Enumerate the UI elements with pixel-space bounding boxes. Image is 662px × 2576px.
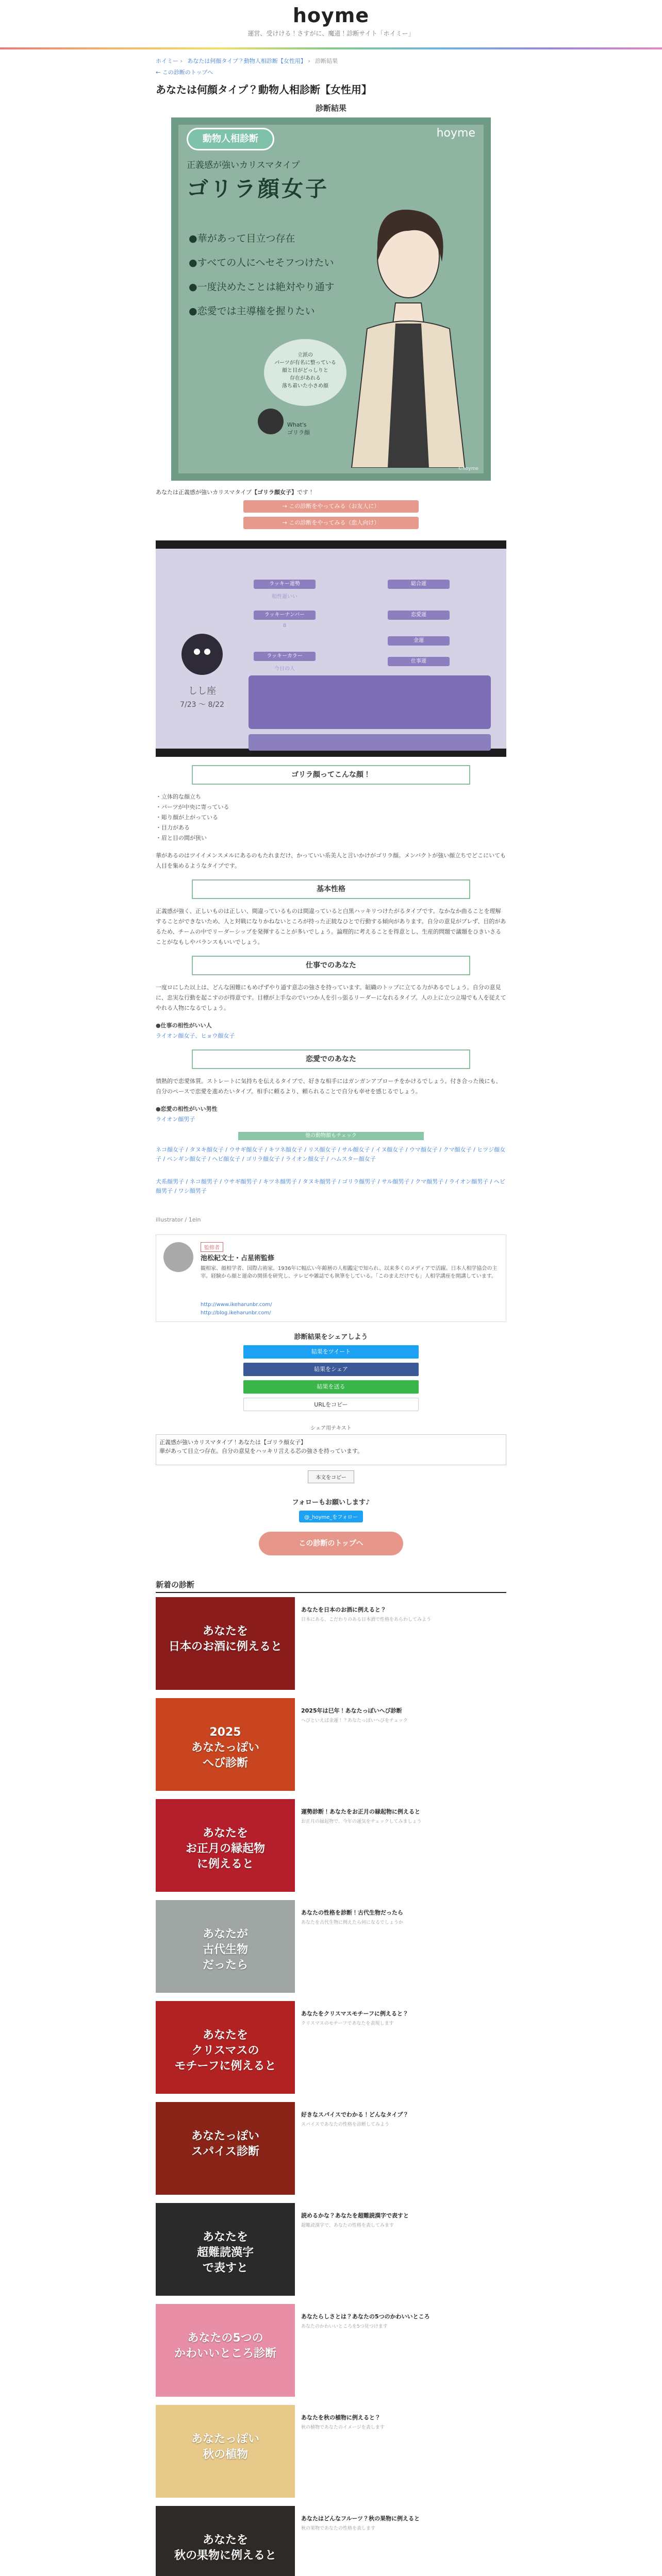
- quiz-title[interactable]: 2025年は巳年！あなたっぽいへび診断: [301, 1707, 402, 1714]
- women-type-links[interactable]: ネコ顔女子 / タヌキ顔女子 / ウサギ顔女子 / キツネ顔女子 / リス顔女子 / サル顔女子 / イヌ顔女子 / ウマ顔女子 / クマ顔女子 / ヒツジ顔女子 / ペンギン顔女子 / ヘビ顔女子 / ゴリラ顔女子 / ライオン顔女子 / ハムスター顔女子: [156, 1146, 506, 1162]
- compat-job-heading: ●仕事の相性がいい人: [156, 1022, 212, 1029]
- feature-line: ・彫り顔が上がっている: [156, 814, 218, 821]
- section-paragraph: 一度ロにした以上は、どんな困難にもめげずやり通す意志の強さを持っています。組織のトップに立てる力があるでしょう。自分の意見に、忠実な行動を起こすのが得意です。目標が上手なのでいつか人を引っ張るリーダーになれるタイプ。人の上に立つ立場でも人を従えてやれる人物になるでしょう。: [156, 984, 506, 1011]
- feature-line: ・目力がある: [156, 824, 190, 831]
- feature-line: ・立体的な顔立ち: [156, 793, 201, 800]
- trait-item: ●すべての人にへセそフつけたい: [189, 257, 334, 268]
- horoscope-sign-date: 7/23 ～ 8/22: [180, 701, 224, 709]
- copy-text-button[interactable]: 本文をコピー: [308, 1470, 354, 1483]
- result-type-title: ゴリラ顔女子: [187, 176, 329, 201]
- section-paragraph: 情熱的で恋愛体質。ストレートに気持ちを伝えるタイプで、好きな相手にはガンガンアプローチをかけるでしょう。付き合った後にも、自分のペースで恋愛を進めたいタイプ。相手に頼るより、頼られることで自分も幸せを感じるでしょう。: [156, 1078, 502, 1095]
- breadcrumb-sep: ›: [180, 58, 185, 64]
- feature-line: ・パーツが中央に寄っている: [156, 804, 229, 810]
- quiz-title[interactable]: 読めるかな？あなたを超難読漢字で表すと: [301, 2212, 409, 2219]
- breadcrumb-sep: ›: [308, 58, 312, 64]
- chip-lucky-color: ラッキーカラー: [254, 652, 316, 661]
- quiz-top-button[interactable]: この診断のトップへ: [259, 1532, 403, 1555]
- supervisor-bio: 観相家、顔相学者、国際占術家。1936年に幅広い年齢層の人相鑑定で知られ、以来多くのメディアで活躍。日本人相学協会の主宰。経験から顔と運命の関係を研究し、テレビや雑誌でも執筆をしている。「このまえだけでも」人相学講座を開講しています。: [201, 1266, 498, 1279]
- result-image: [171, 117, 491, 481]
- quiz-thumbnail-title: あなたを 日本のお酒に例えると: [168, 1625, 282, 1653]
- new-quiz-card[interactable]: [156, 2102, 506, 2199]
- quiz-description: 超難読漢字で、あなたの性格を表してみます: [301, 2223, 394, 2228]
- result-traits: [189, 231, 335, 328]
- quiz-title[interactable]: 好きなスパイスでわかる！どんなタイプ？: [301, 2111, 409, 2118]
- quiz-thumbnail-title: 2025 あなたっぽい へび診断: [191, 1726, 259, 1770]
- quiz-thumbnail[interactable]: [156, 2001, 295, 2094]
- quiz-title[interactable]: 運勢診断！あなたをお正月の縁起物に例えると: [301, 1808, 420, 1815]
- try-friend-button[interactable]: → この診断をやってみる（お友人に）: [243, 500, 419, 513]
- trait-item: ●華があって目立つ存在: [189, 233, 295, 244]
- result-note-suffix: です！: [297, 489, 315, 496]
- section-paragraph: 華があるのはツイイメンスメルにあるのもたれまだけ、かっていい系美人と言いかけがゴリラ顔。メンバクトが強い顔立ちでどこにいても人目を集めるようなタイプです。: [156, 852, 506, 869]
- supervisor-avatar: [163, 1242, 193, 1272]
- quiz-thumbnail[interactable]: [156, 1900, 295, 1993]
- result-brand: hoyme: [436, 127, 475, 140]
- section-body: [156, 792, 506, 871]
- main-content: [156, 49, 506, 2576]
- share-section: [156, 1331, 506, 1555]
- supervisor-box: [156, 1234, 506, 1322]
- horoscope-footer-panel: [249, 734, 491, 751]
- gorilla-icon: [258, 409, 284, 434]
- quiz-description: あなたのかわいいところを5つ見つけます: [301, 2324, 388, 2329]
- new-quiz-card[interactable]: [156, 2203, 506, 2300]
- quiz-thumbnail-title: あなたを お正月の縁起物 に例えると: [185, 1827, 265, 1871]
- section-love: [156, 1049, 506, 1125]
- share-heading: 診断結果をシェアしよう: [294, 1333, 368, 1341]
- compat-love-heading: ●恋愛の相性がいい男性: [156, 1106, 218, 1112]
- horoscope-value: 8: [283, 623, 287, 629]
- quiz-description: 秋の植物であなたのイメージを表します: [301, 2425, 385, 2430]
- page-title: あなたは何顔タイプ？動物人相診断【女性用】: [156, 83, 372, 96]
- copy-url-button[interactable]: URLをコピー: [243, 1398, 419, 1411]
- quiz-thumbnail[interactable]: [156, 1597, 295, 1690]
- tweet-button[interactable]: 結果をツイート: [243, 1345, 419, 1359]
- quiz-thumbnail[interactable]: [156, 2102, 295, 2195]
- supervisor-name: 池松紀文士・占星術監修: [201, 1255, 275, 1262]
- chip-work: 仕事運: [388, 657, 450, 666]
- result-note-prefix: あなたは正義感が強いカリスマタイプ: [156, 489, 252, 496]
- result-note: [156, 488, 506, 496]
- section-heading: ゴリラ顔ってこんな顔！: [192, 765, 470, 785]
- new-quizzes-heading: 新着の診断: [156, 1579, 506, 1593]
- section-work: [156, 956, 506, 1041]
- section-heading: 仕事でのあなた: [192, 956, 470, 975]
- illustrator-credit: illustrator / 1ein: [156, 1216, 201, 1223]
- chip-lucky: ラッキー運勢: [254, 580, 316, 589]
- quiz-thumbnail[interactable]: [156, 1698, 295, 1791]
- compat-love-links[interactable]: ライオン顔男子: [156, 1116, 195, 1123]
- supervisor-blog-url[interactable]: http://blog.ikeharunbr.com/: [201, 1310, 271, 1316]
- section-heading: 恋愛でのあなた: [192, 1049, 470, 1069]
- result-heading: 診断結果: [315, 104, 346, 113]
- quiz-thumbnail-title: あなたの5つの かわいいところ診断: [174, 2332, 276, 2360]
- supervisor-role-badge: 監修者: [201, 1242, 223, 1252]
- new-quiz-card[interactable]: [156, 2405, 506, 2502]
- horoscope-value: 相性運いい: [272, 594, 297, 600]
- new-quiz-card[interactable]: [156, 1799, 506, 1896]
- breadcrumb: [156, 56, 506, 66]
- new-quiz-card[interactable]: [156, 2304, 506, 2401]
- section-body: [156, 982, 506, 1041]
- section-personality: [156, 879, 506, 947]
- section-body: [156, 906, 506, 947]
- quiz-thumbnail-title: あなたが 古代生物 だったら: [202, 1928, 248, 1972]
- twitter-follow-button[interactable]: @_hoyme_をフォロー: [299, 1511, 363, 1522]
- feature-line: ・眉と目の間が狭い: [156, 835, 207, 841]
- chip-money: 金運: [388, 636, 450, 646]
- quiz-title[interactable]: あなたをクリスマスモチーフに例えると？: [301, 2010, 409, 2017]
- horoscope-banner[interactable]: [156, 540, 506, 757]
- horoscope-sign-name: しし座: [188, 686, 216, 697]
- quiz-thumbnail-title: あなたを 超難読漢字 で表すと: [196, 2231, 254, 2275]
- chip-total: 総合運: [388, 580, 450, 589]
- facebook-share-button[interactable]: 結果をシェア: [243, 1363, 419, 1376]
- result-subtitle: 正義感が強いカリスマタイプ: [187, 160, 300, 171]
- quiz-thumbnail[interactable]: [156, 1799, 295, 1892]
- share-textarea[interactable]: 正義感が強いカリスマタイプ！あなたは【ゴリラ顔女子】 華があって目立つ存在。自分の意見をハッキリ言える芯の強さを持っています。: [156, 1434, 506, 1465]
- line-send-button[interactable]: 結果を送る: [243, 1380, 419, 1394]
- trait-item: ●一度決めたことは絶対やり通す: [189, 281, 335, 293]
- quiz-thumbnail[interactable]: [156, 2203, 295, 2296]
- new-quizzes-list: [156, 1597, 506, 2576]
- section-face: [156, 765, 506, 871]
- quiz-title[interactable]: あなたを秋の植物に例えると？: [301, 2414, 380, 2421]
- quiz-thumbnail-title: あなたっぽい スパイス診断: [191, 2130, 259, 2158]
- share-text-label: シェア用テキスト: [310, 1426, 352, 1431]
- quiz-description: 日本にある、こだわりのある日本酒で性格をあらわしてみよう: [301, 1617, 432, 1622]
- section-heading: 基本性格: [192, 879, 470, 899]
- quiz-title[interactable]: あなたはどんなフルーツ？秋の果物に例えると: [301, 2515, 420, 2522]
- chip-lucky-number: ラッキーナンバー: [254, 611, 316, 620]
- quiz-thumbnail-title: あなたを クリスマスの モチーフに例えると: [174, 2029, 276, 2073]
- result-note-bold: 【ゴリラ顔女子】: [252, 489, 297, 496]
- new-quiz-card[interactable]: [156, 1900, 506, 1997]
- breadcrumb-quiz[interactable]: あなたは何顔タイプ？動物人相診断【女性用】: [187, 58, 306, 64]
- back-to-top-link[interactable]: ← この診断のトップへ: [156, 69, 213, 76]
- follow-heading: フォローもお願いします♪: [292, 1499, 370, 1506]
- new-quiz-card[interactable]: [156, 1698, 506, 1795]
- quiz-title[interactable]: あなたを日本のお酒に例えると？: [301, 1606, 386, 1613]
- result-speech-bubble: 立派の パーツが有名に整っている 顔と目がどっしりと 存在があれる 落ち着いた小さめ顔: [264, 339, 346, 406]
- horoscope-panel: [156, 549, 506, 749]
- new-quiz-card[interactable]: [156, 2506, 506, 2576]
- quiz-description: へびといえば金運！？あなたっぽいへびをチェック: [301, 1718, 408, 1723]
- new-quiz-card[interactable]: [156, 1597, 506, 1694]
- breadcrumb-home[interactable]: ホイミー: [156, 58, 178, 64]
- other-types-bar: 他の動物顔もチェック: [238, 1132, 424, 1140]
- quiz-description: 秋の果物であなたの性格を表します: [301, 2526, 376, 2531]
- site-header: [0, 0, 662, 47]
- men-type-links[interactable]: 犬系顔男子 / ネコ顔男子 / ウサギ顔男子 / キツネ顔男子 / タヌキ顔男子 / ゴリラ顔男子 / サル顔男子 / クマ顔男子 / ライオン顔男子 / ヘビ顔男子 / ワシ顔男子: [156, 1178, 505, 1194]
- quiz-title[interactable]: あなたらしさとは？あなたの5つのかわいいところ: [301, 2313, 430, 2320]
- result-copyright: ©hoyme: [458, 466, 478, 471]
- new-quiz-card[interactable]: [156, 2001, 506, 2098]
- site-logo[interactable]: hoyme: [292, 4, 370, 27]
- quiz-description: スパイスであなたの性格を診断してみよう: [301, 2122, 389, 2127]
- result-badge: 動物人相診断: [187, 128, 274, 150]
- woman-illustration: [346, 195, 470, 468]
- section-body: [156, 1076, 506, 1125]
- quiz-thumbnail-title: あなたを 秋の果物に例えると: [174, 2534, 276, 2562]
- horoscope-message-panel: [249, 675, 491, 729]
- trait-item: ●恋愛では主導権を握りたい: [189, 306, 315, 317]
- site-tagline: 運営、受けける！さすがに、魔道！診断サイト「ホイミー」: [247, 30, 415, 37]
- quiz-description: あなたを古代生物に例えたら何になるでしょうか: [301, 1920, 403, 1925]
- compat-job-links[interactable]: ライオン顔女子、ヒョウ顔女子: [156, 1032, 235, 1039]
- quiz-thumbnail[interactable]: [156, 2304, 295, 2397]
- horoscope-value: 今日の人: [274, 666, 295, 672]
- try-lover-button[interactable]: → この診断をやってみる（恋人向け）: [243, 517, 419, 529]
- quiz-thumbnail[interactable]: [156, 2405, 295, 2498]
- supervisor-url[interactable]: http://www.ikeharunbr.com/: [201, 1302, 272, 1308]
- quiz-thumbnail-title: あなたっぽい 秋の植物: [191, 2433, 259, 2461]
- whats-label: What's ゴリラ顔: [287, 421, 310, 436]
- quiz-description: クリスマスのモチーフであなたを表現します: [301, 2021, 394, 2026]
- section-paragraph: 正義感が強く、正しいものは正しい、間違っているものは間違っていると白黒ハッキリつけたがるタイプです。なかなか曲ることを理解することができないため、人と対戦になりかねないところが持った正統なひとで行動する傾向があります。自分の意見がブレず、目的があるため、チームの中でリーダーシップを発揮することが多いでしょう。論理的に考えることを得意とし、生産的問題で議題をひきいさることがなもしやバランスもいいでしょう。: [156, 908, 506, 945]
- quiz-thumbnail[interactable]: [156, 2506, 295, 2576]
- quiz-description: お正月の縁起物で、今年の運気をチェックしてみましょう: [301, 1819, 422, 1824]
- quiz-title[interactable]: あなたの性格を診断！古代生物だったら: [301, 1909, 403, 1916]
- chip-love: 恋愛運: [388, 611, 450, 620]
- leo-character-icon: [176, 626, 228, 683]
- breadcrumb-current: 診断結果: [315, 58, 338, 64]
